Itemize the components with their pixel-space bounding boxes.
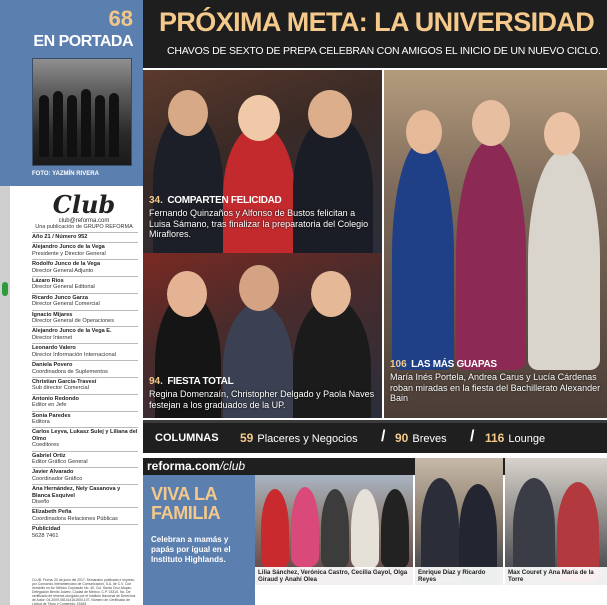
story-number-94: 94. xyxy=(149,376,163,387)
main-content xyxy=(143,0,607,605)
staff-name: Gabriel Ortiz xyxy=(32,452,66,459)
staff-entry xyxy=(32,276,138,293)
column-link-placeres[interactable]: 59 Placeres y Negocios xyxy=(240,431,358,445)
story-text-106: María Inés Portela, Andrea Carus y Lucía Cárdenas roban miradas en la fiesta del Bachillerato Alexander Bain xyxy=(390,372,601,403)
staff-role: Director Internet xyxy=(32,334,73,341)
thumb-caption-1: Lilia Sánchez, Verónica Castro, Cecilia Gayol, Olga Giraud y Anahí Olea xyxy=(255,567,413,585)
viva-title: VIVA LA FAMILIA xyxy=(151,484,221,523)
staff-name: Sonia Paredes xyxy=(32,412,71,419)
edge-tab xyxy=(2,282,8,296)
staff-entry xyxy=(32,259,138,276)
staff-entry xyxy=(32,411,138,428)
staff-entry xyxy=(32,427,138,450)
legal-notice: CLUB. Fecha: 20 de junio del 2017. Semanario publicado e impreso por Consorcio Interamericano de Comunicación, S.A. de C.V. Con domicilio en Av. México Coyoacán No. 40, Col. Santa Cruz Atoyac, Delegación Benito Juárez, Ciudad de México. C.P. 03310. No. De certificado de reserva otorgado por el Instituto Nacional de Derechos de Autor: 04-2009-081414161500-107. Número de Certificado de Licitud de Título y Contenido: 15483 xyxy=(32,578,136,605)
thumb-photo-2[interactable] xyxy=(415,458,503,585)
column-link-lounge[interactable]: 116 Lounge xyxy=(485,431,546,445)
story-title-34: COMPARTEN FELICIDAD xyxy=(167,195,282,206)
staff-role: Diseño xyxy=(32,499,50,505)
staff-role: Director Información Internacional xyxy=(32,351,116,358)
story-caption-106 xyxy=(390,354,605,404)
staff-name: Antonio Redondo xyxy=(32,395,79,402)
story-photo-34[interactable] xyxy=(143,70,382,253)
staff-name: Elizabeth Peña xyxy=(32,509,72,516)
staff-role: Coordinadora Relaciones Públicas xyxy=(32,515,118,522)
story-caption-34 xyxy=(149,190,377,240)
viva-la-familia-box[interactable] xyxy=(143,475,255,605)
staff-role: Coordinadora de Suplementos xyxy=(32,368,108,375)
staff-role: Director General de Operaciones xyxy=(32,318,115,325)
club-logo: Club xyxy=(52,190,116,219)
staff-name: Carlos Leyva, Lukasz Sulej y Liliana del Olmo xyxy=(32,429,138,442)
story-number-106: 106 xyxy=(390,359,407,370)
story-caption-94 xyxy=(149,371,377,410)
staff-name: Año 21 / Número 952 xyxy=(32,234,88,240)
staff-role: Editor Gráfico General xyxy=(32,458,88,465)
staff-entry xyxy=(32,360,138,377)
thumb-photo-1[interactable] xyxy=(255,475,413,585)
staff-entry xyxy=(32,326,138,343)
staff-role: Editor en Jefe xyxy=(32,402,67,409)
masthead xyxy=(28,190,140,230)
staff-entry xyxy=(32,394,138,411)
cover-panel[interactable] xyxy=(0,0,143,186)
columns-bar xyxy=(143,420,607,453)
story-photo-94[interactable] xyxy=(143,253,382,418)
story-text-94: Regina Domenzaín, Christopher Delgado y Paola Naves festejan a los graduados de la UP. xyxy=(149,389,375,410)
page-edge xyxy=(0,186,10,605)
story-title-106: LAS MÁS GUAPAS xyxy=(411,359,497,370)
column-link-breves[interactable]: 90 Breves xyxy=(395,431,447,445)
staff-name: Lázaro Ríos xyxy=(32,278,64,285)
staff-role: 5628 7461 xyxy=(32,532,59,539)
staff-entry xyxy=(32,467,138,484)
cover-label: EN PORTADA xyxy=(33,33,133,50)
staff-entry xyxy=(32,451,138,468)
staff-name: Leonardo Valero xyxy=(32,345,76,352)
staff-name: Alejandro Junco de la Vega E. xyxy=(32,328,112,335)
cover-page-number: 68 xyxy=(108,6,133,31)
staff-role: Director General Comercial xyxy=(32,301,100,308)
staff-name: Ana Hernández, Nely Casanova y Blanca Esquivel xyxy=(32,486,121,499)
staff-name: Rodolfo Junco de la Vega xyxy=(32,261,101,268)
staff-name: Publicidad xyxy=(32,526,61,533)
masthead-publisher: Una publicación de GRUPO REFORMA xyxy=(35,224,133,230)
staff-entry xyxy=(32,310,138,327)
reforma-club-url[interactable]: reforma.com/club xyxy=(147,459,246,473)
staff-role: Coeditores xyxy=(32,442,60,449)
thumb-caption-3: Max Couret y Ana María de la Torre xyxy=(505,567,607,585)
staff-role: Director General Adjunto xyxy=(32,267,94,274)
staff-role: Coordinador Gráfico xyxy=(32,475,83,482)
staff-entry xyxy=(32,293,138,310)
staff-name: Ignacio Mijares xyxy=(32,311,73,318)
staff-role: Editora xyxy=(32,418,50,425)
photo-credit: FOTO: YAZMÍN RIVERA xyxy=(32,171,99,177)
staff-role: Presidente y Director General xyxy=(32,250,106,257)
staff-entry xyxy=(32,343,138,360)
masthead-email: club@reforma.com xyxy=(58,218,110,224)
staff-entry xyxy=(32,377,138,394)
thumb-photo-3[interactable] xyxy=(505,458,607,585)
story-title-94: FIESTA TOTAL xyxy=(167,376,234,387)
staff-name: Javier Alvarado xyxy=(32,469,74,476)
staff-name: Ricardo Junco Garza xyxy=(32,294,88,301)
columns-label: COLUMNAS xyxy=(155,432,219,444)
staff-entry xyxy=(32,507,138,524)
story-photo-106[interactable] xyxy=(384,70,607,418)
staff-entry xyxy=(32,484,138,507)
staff-list xyxy=(32,232,138,541)
page-subtitle: CHAVOS DE SEXTO DE PREPA CELEBRAN CON AMIGOS EL INICIO DE UN NUEVO CICLO. xyxy=(167,45,601,57)
staff-entry xyxy=(32,524,138,541)
page-title: PRÓXIMA META: LA UNIVERSIDAD xyxy=(159,7,595,37)
left-column xyxy=(0,0,143,605)
staff-entry xyxy=(32,242,138,259)
staff-name: Alejandro Junco de la Vega xyxy=(32,244,105,251)
cover-photo[interactable] xyxy=(32,58,132,166)
viva-description: Celebran a mamás y papás por igual en el Instituto Highlands. xyxy=(151,535,231,564)
thumb-caption-2: Enrique Díaz y Ricardo Reyes xyxy=(415,567,503,585)
page-header xyxy=(143,0,607,68)
staff-name: Daniela Povero xyxy=(32,362,73,369)
story-number-34: 34. xyxy=(149,195,163,206)
separator-slash: / xyxy=(381,428,386,445)
staff-name: Christian García-Travesí xyxy=(32,378,97,385)
story-text-34: Fernando Quinzaños y Alfonso de Bustos felicitan a Luisa Sámano, tras finalizar la preparatoria del Colegio Miraflores. xyxy=(149,208,369,239)
staff-role: Sub director Comercial xyxy=(32,385,89,392)
separator-slash: / xyxy=(470,428,475,445)
staff-entry xyxy=(32,232,138,242)
staff-role: Director General Editorial xyxy=(32,284,95,291)
